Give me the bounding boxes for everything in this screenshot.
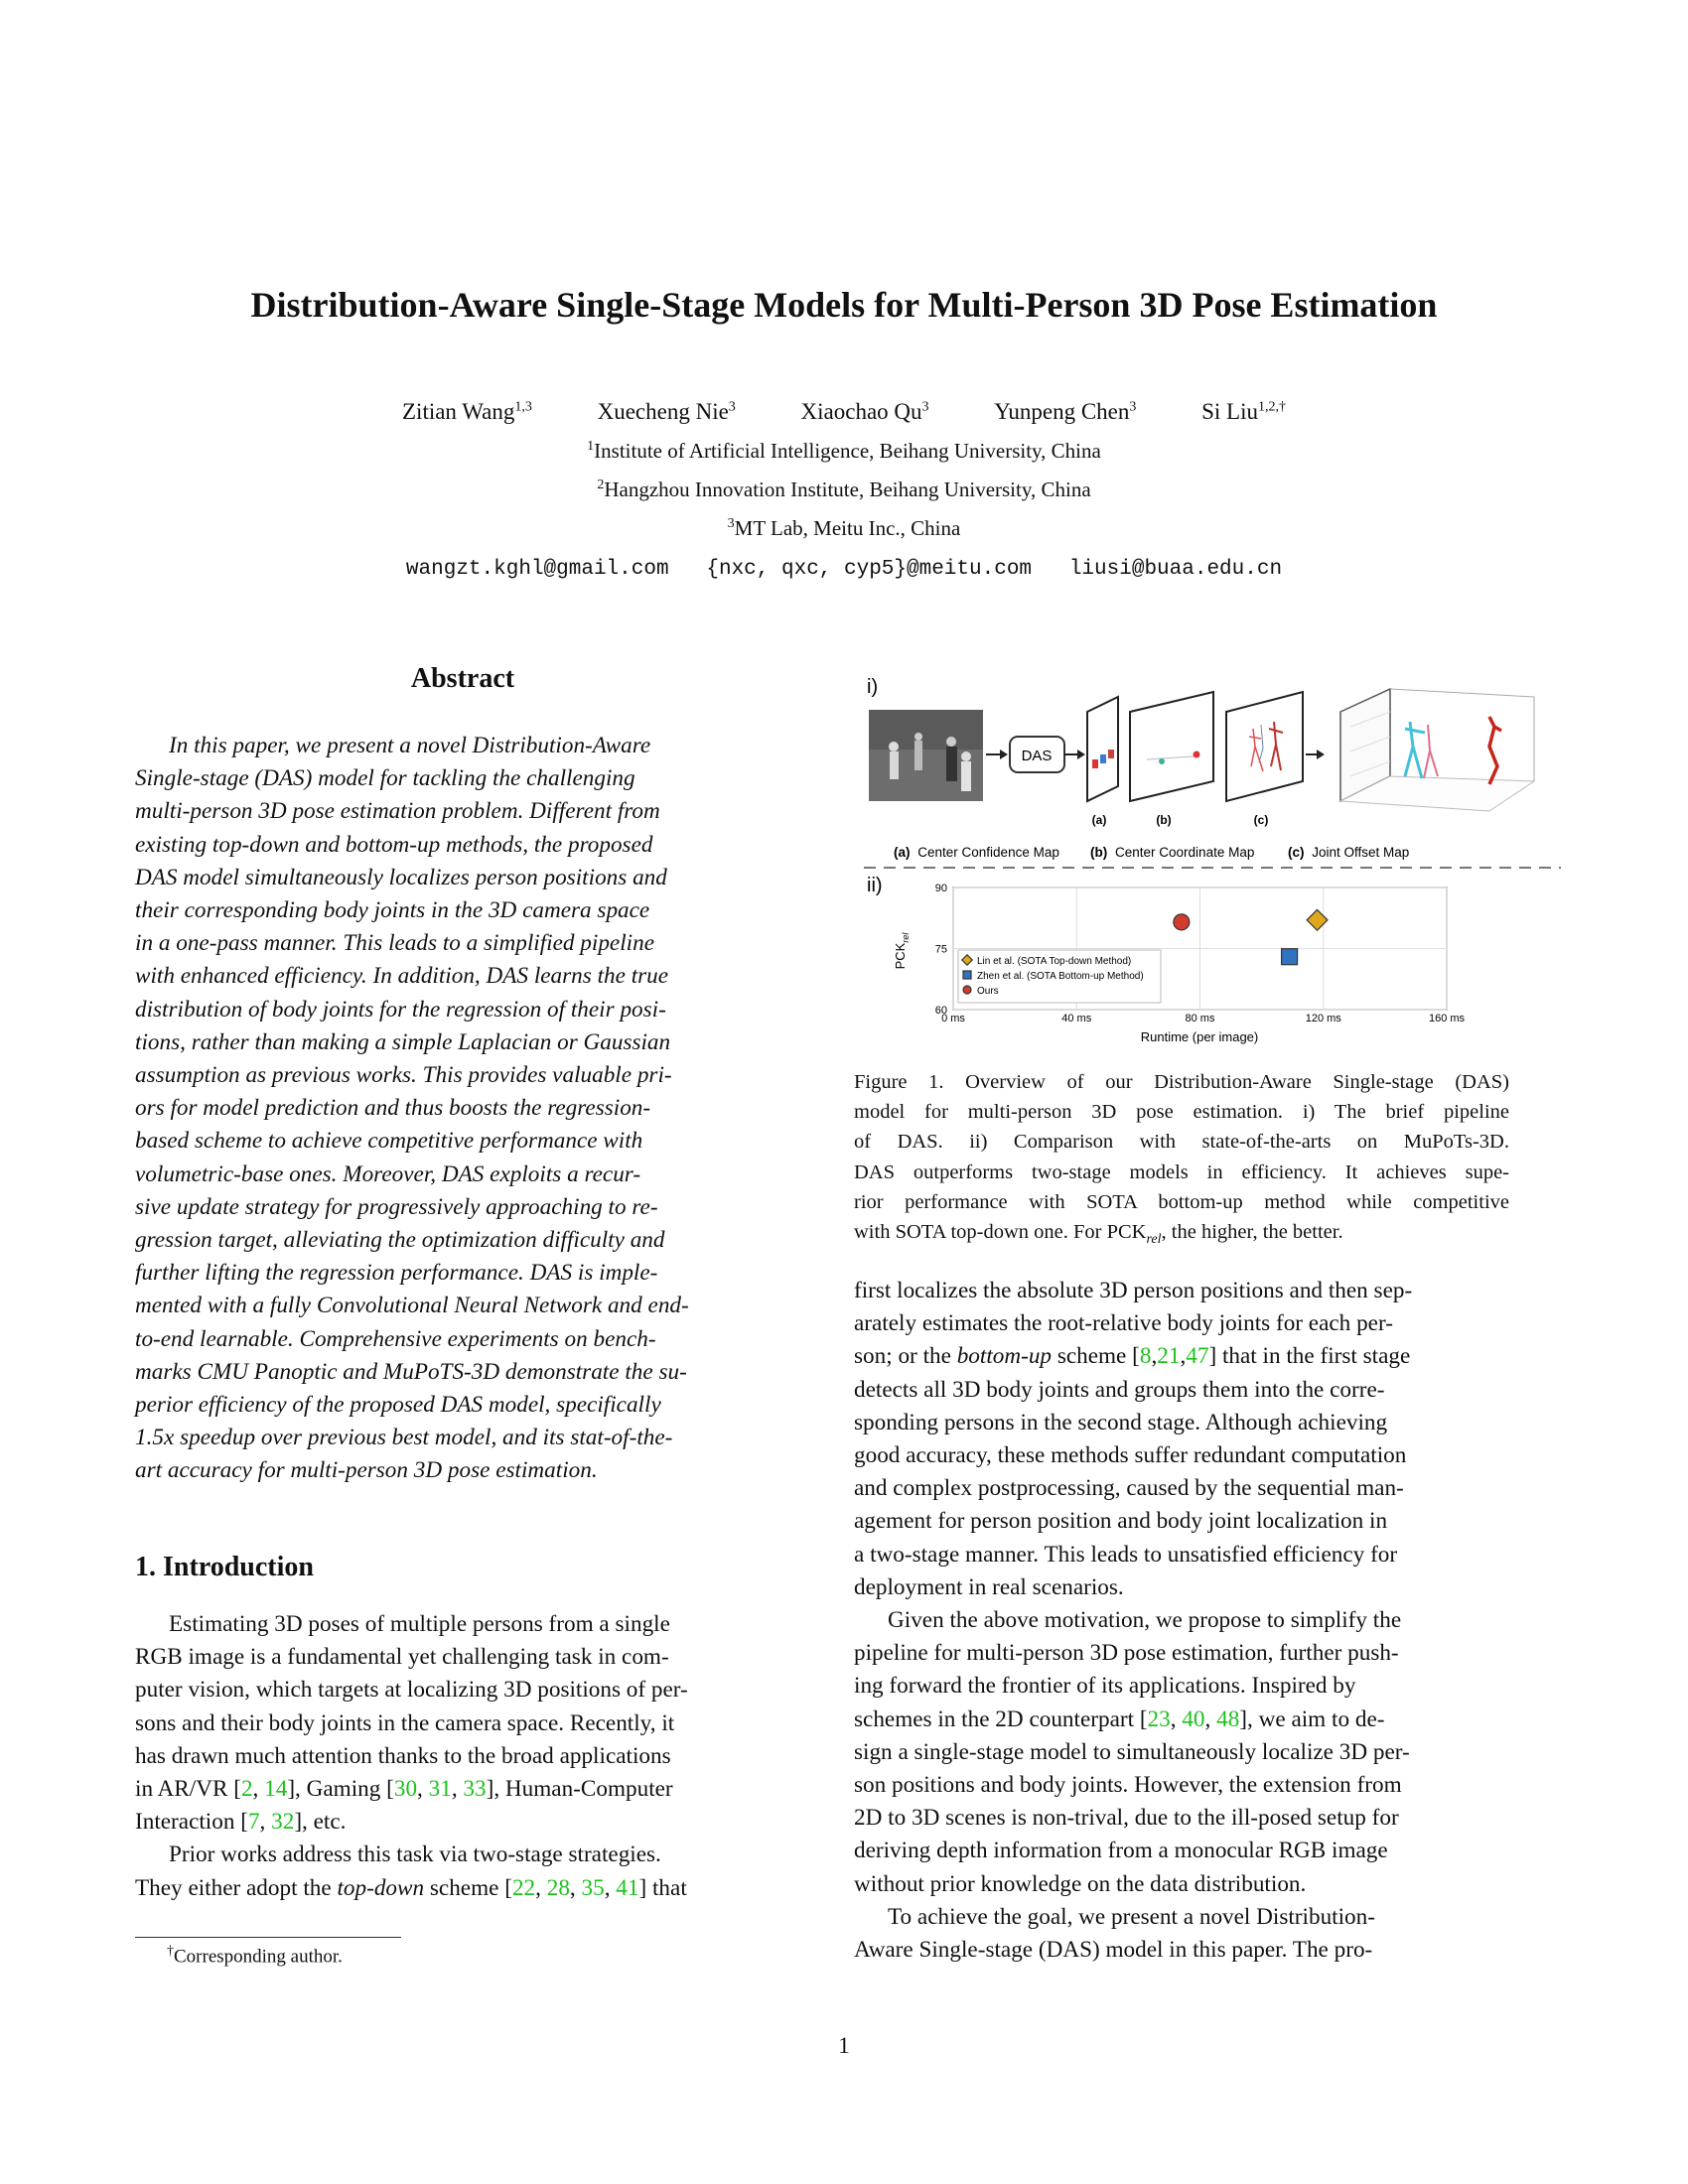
legend-marker	[963, 986, 971, 994]
intro-text	[135, 1608, 790, 1905]
text-line: They either adopt the top-down scheme [22, 28, 35, 41] that	[135, 1874, 687, 1901]
panel-label: i)	[867, 676, 879, 698]
author: Xuecheng Nie$^3$	[597, 399, 736, 424]
abstract-line: further lifting the regression performance. DAS is imple-	[135, 1260, 658, 1287]
text-line: detects all 3D body joints and groups them into the corre-	[854, 1376, 1385, 1403]
affiliation: $^3$MT Lab, Meitu Inc., China	[727, 516, 961, 540]
text-line: Estimating 3D poses of multiple persons from a single	[169, 1611, 670, 1637]
affiliation: $^1$Institute of Artificial Intelligence, Beihang University, China	[587, 439, 1101, 463]
section-heading: 1. Introduction	[135, 1552, 314, 1582]
citation-link[interactable]: 7	[247, 1809, 260, 1836]
text-line: 2D to 3D scenes is non-trival, due to the ill-posed setup for	[854, 1805, 1399, 1832]
author: Xiaochao Qu$^3$	[800, 399, 929, 424]
data-point	[1174, 914, 1190, 930]
abstract-line: to-end learnable. Comprehensive experiments on bench-	[135, 1325, 656, 1352]
abstract-line: gression target, alleviating the optimization difficulty and	[135, 1227, 665, 1254]
text-line: Given the above motivation, we propose to simplify the	[888, 1607, 1402, 1634]
citation-link[interactable]: 28	[546, 1874, 570, 1901]
text-line: To achieve the goal, we present a novel Distribution-	[888, 1903, 1375, 1930]
abstract-line: based scheme to achieve competitive performance with	[135, 1128, 643, 1155]
x-tick-label: 80 ms	[1185, 1013, 1215, 1024]
author: Yunpeng Chen$^3$	[994, 399, 1137, 424]
abstract-line: DAS model simultaneously localizes person positions and	[135, 864, 667, 890]
caption-line: with SOTA top-down one. For $PCK_{rel}$, the higher, the better.	[854, 1221, 1343, 1248]
citation-link[interactable]: 48	[1216, 1706, 1240, 1732]
text-line: ing forward the frontier of its applications. Inspired by	[854, 1673, 1356, 1700]
y-tick-label: 75	[934, 943, 947, 956]
y-tick-label: 90	[934, 883, 947, 894]
map-legend: (c) Joint Offset Map	[1288, 845, 1410, 860]
text-line: deriving depth information from a monocular RGB image	[854, 1838, 1388, 1864]
abstract-line: perior efficiency of the proposed DAS model, specifically	[135, 1392, 661, 1419]
abstract-body	[135, 730, 790, 1488]
legend-marker	[963, 971, 971, 979]
abstract-line: Single-stage (DAS) model for tackling the challenging	[135, 765, 635, 792]
text-line: son; or the bottom-up scheme [8,21,47] that in the first stage	[854, 1343, 1411, 1370]
abstract-heading: Abstract	[410, 663, 515, 694]
figure-graphic	[854, 667, 1569, 1064]
text-line: son positions and body joints. However, the extension from	[854, 1772, 1402, 1799]
abstract-line: volumetric-base ones. Moreover, DAS exploits a recur-	[135, 1160, 641, 1187]
abstract-line: with enhanced efficiency. In addition, DAS learns the true	[135, 963, 669, 990]
abstract-line: tions, rather than making a simple Laplacian or Gaussian	[135, 1028, 671, 1055]
citation-link[interactable]: 8	[1139, 1343, 1152, 1370]
text-line: sons and their body joints in the camera space. Recently, it	[135, 1709, 675, 1736]
legend-label: Ours	[977, 986, 999, 997]
text-line: RGB image is a fundamental yet challenging task in com-	[135, 1644, 669, 1671]
footnote-rule	[135, 1937, 401, 1938]
caption-line: of DAS. ii) Comparison with state-of-the-arts on MuPoTs-3D.	[854, 1131, 1509, 1154]
data-point	[1282, 949, 1298, 965]
figure-caption	[854, 1067, 1509, 1255]
text-line: Interaction [7, 32], etc.	[135, 1809, 347, 1836]
citation-link[interactable]: 14	[264, 1776, 288, 1803]
text-line: and complex postprocessing, caused by the sequential man-	[854, 1475, 1404, 1502]
text-line: sign a single-stage model to simultaneously localize 3D per-	[854, 1738, 1410, 1765]
text-line: puter vision, which targets at localizing 3D positions of per-	[135, 1677, 688, 1704]
citation-link[interactable]: 23	[1147, 1706, 1171, 1732]
abstract-line: distribution of body joints for the regression of their posi-	[135, 996, 666, 1023]
citation-link[interactable]: 30	[393, 1776, 418, 1803]
x-tick-label: 160 ms	[1428, 1013, 1466, 1024]
text-line: schemes in the 2D counterpart [23, 40, 48], we aim to de-	[854, 1706, 1385, 1732]
x-axis-label: Runtime (per image)	[1140, 1029, 1259, 1044]
abstract-line: sive update strategy for progressively approaching to re-	[135, 1193, 658, 1220]
citation-link[interactable]: 32	[271, 1809, 295, 1836]
abstract-line: marks CMU Panoptic and MuPoTS-3D demonstrate the su-	[135, 1358, 687, 1385]
author: Zitian Wang$^{1,3}$	[402, 399, 532, 424]
center-confidence-map	[1087, 697, 1118, 801]
joint-offset-map	[1226, 692, 1303, 801]
text-line: Aware Single-stage (DAS) model in this paper. The pro-	[854, 1937, 1373, 1964]
citation-link[interactable]: 33	[463, 1776, 487, 1803]
text-line: has drawn much attention thanks to the broad applications	[135, 1742, 671, 1769]
abstract-line: existing top-down and bottom-up methods, the proposed	[135, 831, 653, 858]
legend-label: Lin et al. (SOTA Top-down Method)	[977, 956, 1132, 967]
map-legend: (a) Center Confidence Map	[894, 845, 1059, 860]
caption-line: model for multi-person 3D pose estimation. i) The brief pipeline	[854, 1101, 1509, 1124]
citation-link[interactable]: 35	[581, 1874, 605, 1901]
caption-line: Figure 1. Overview of our Distribution-Aware Single-stage (DAS)	[854, 1071, 1509, 1093]
abstract-line: ors for model prediction and thus boosts the regression-	[135, 1095, 651, 1122]
runtime-pck-chart	[893, 883, 1466, 1044]
author: Si Liu$^{1,2,\dagger}$	[1201, 399, 1286, 424]
abstract-line: assumption as previous works. This provides valuable pri-	[135, 1062, 672, 1089]
text-line: sponding persons in the second stage. Although achieving	[854, 1409, 1388, 1435]
map-legend: (b) Center Coordinate Map	[1090, 845, 1255, 860]
y-axis-label: $PCK_{rel}$	[893, 932, 911, 970]
text-line: agement for person position and body joint localization in	[854, 1508, 1388, 1535]
abstract-line: in a one-pass manner. This leads to a simplified pipeline	[135, 930, 654, 957]
sub-label: (c)	[1253, 813, 1269, 827]
sub-label: (b)	[1156, 813, 1172, 827]
x-tick-label: 40 ms	[1061, 1013, 1092, 1024]
abstract-line: mented with a fully Convolutional Neural Network and end-	[135, 1293, 689, 1319]
text-line: in AR/VR [2, 14], Gaming [30, 31, 33], Human-Computer	[135, 1776, 673, 1803]
figure-1	[854, 667, 1569, 1064]
text-line: without prior knowledge on the data distribution.	[854, 1870, 1307, 1897]
author-list	[0, 399, 1688, 425]
y-tick-label: 60	[934, 1005, 947, 1017]
text-line: arately estimates the root-relative body joints for each per-	[854, 1310, 1393, 1337]
citation-link[interactable]: 41	[616, 1874, 639, 1901]
text-line: good accuracy, these methods suffer redundant computation	[854, 1442, 1407, 1469]
3d-output-plot	[1340, 689, 1534, 811]
text-line: deployment in real scenarios.	[854, 1573, 1124, 1600]
citation-link[interactable]: 21	[1157, 1343, 1181, 1370]
sub-label: (a)	[1091, 813, 1107, 827]
citation-link[interactable]: 47	[1186, 1343, 1209, 1370]
author-emails: wangzt.kghl@gmail.com {nxc, qxc, cyp5}@meitu.com liusi@buaa.edu.cn	[405, 558, 1283, 581]
citation-link[interactable]: 22	[511, 1874, 536, 1901]
center-coordinate-map	[1130, 692, 1213, 801]
abstract-line: art accuracy for multi-person 3D pose estimation.	[135, 1457, 598, 1484]
abstract-line: their corresponding body joints in the 3D camera space	[135, 897, 650, 924]
abstract-line: 1.5x speedup over previous best model, and its stat-of-the-	[135, 1425, 673, 1451]
right-column-text	[854, 1275, 1509, 1967]
citation-link[interactable]: 31	[428, 1776, 452, 1803]
input-photo	[869, 710, 983, 801]
paper-title: Distribution-Aware Single-Stage Models for Multi-Person 3D Pose Estimation	[250, 285, 1438, 325]
citation-link[interactable]: 2	[240, 1776, 253, 1803]
legend-label: Zhen et al. (SOTA Bottom-up Method)	[977, 971, 1144, 982]
abstract-line: In this paper, we present a novel Distribution-Aware	[169, 733, 651, 758]
caption-line: rior performance with SOTA bottom-up method while competitive	[854, 1190, 1509, 1213]
panel-label: ii)	[867, 875, 883, 896]
citation-link[interactable]: 40	[1182, 1706, 1205, 1732]
abstract-line: multi-person 3D pose estimation problem. Different from	[135, 798, 660, 825]
text-line: pipeline for multi-person 3D pose estimation, further push-	[854, 1640, 1399, 1667]
affiliation: $^2$Hangzhou Innovation Institute, Beihang University, China	[597, 478, 1091, 501]
text-line: Prior works address this task via two-stage strategies.	[169, 1842, 661, 1868]
caption-line: DAS outperforms two-stage models in efficiency. It achieves supe-	[854, 1160, 1509, 1183]
x-tick-label: 0 ms	[941, 1013, 965, 1024]
das-label: DAS	[1021, 748, 1053, 764]
footnote: †Corresponding author.	[167, 1944, 343, 1968]
text-line: a two-stage manner. This leads to unsatisfied efficiency for	[854, 1541, 1398, 1568]
page-number: 1	[838, 2033, 850, 2058]
x-tick-label: 120 ms	[1305, 1013, 1341, 1024]
text-line: first localizes the absolute 3D person positions and then sep-	[854, 1278, 1413, 1303]
